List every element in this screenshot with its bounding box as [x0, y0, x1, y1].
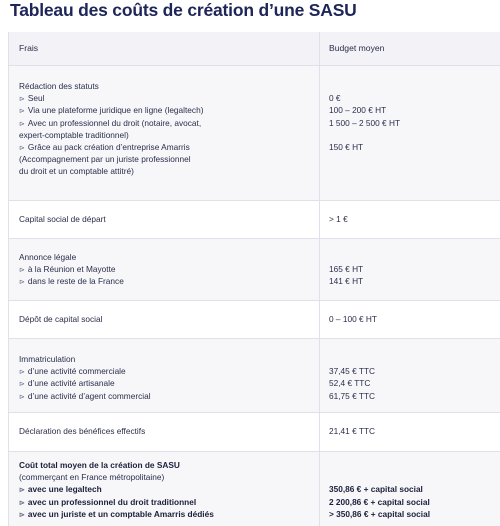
frais-line: (Accompagnement par un juriste professionnel: [19, 154, 191, 165]
budget-value: 100 – 200 € HT: [329, 105, 387, 116]
cell-frais: [19, 213, 309, 225]
budget-value: [329, 459, 499, 471]
budget-value: [329, 153, 499, 165]
cell-budget: [329, 353, 499, 402]
cell-frais: [19, 459, 309, 520]
bullet-arrow-icon: ⊳: [19, 120, 25, 128]
frais-line: ⊳ dans le reste de la France: [19, 276, 124, 287]
budget-value: [329, 251, 499, 263]
budget-value: 0 €: [329, 93, 341, 104]
table-row: [9, 452, 500, 526]
cell-budget: [329, 251, 499, 288]
frais-line: ⊳ avec un professionnel du droit traditionnel: [19, 496, 197, 507]
frais-line: Rédaction des statuts: [19, 81, 99, 91]
cell-frais: [19, 80, 309, 178]
frais-line: Annonce légale: [19, 252, 77, 262]
budget-value: 1 500 – 2 500 € HT: [329, 117, 401, 128]
budget-value: 2 200,86 € + capital social: [329, 496, 430, 507]
bullet-arrow-icon: ⊳: [19, 267, 25, 275]
table-row: [9, 239, 500, 301]
frais-line: ⊳ avec une legaltech: [19, 484, 102, 495]
frais-line: Immatriculation: [19, 354, 76, 364]
cell-frais: [19, 353, 309, 402]
budget-value: > 1 €: [329, 214, 348, 224]
frais-line: ⊳ Grâce au pack création d’entreprise Amarris: [19, 141, 190, 152]
table-row: [9, 301, 500, 339]
frais-line: du droit et un comptable attitré): [19, 166, 134, 177]
costs-table: [8, 32, 500, 526]
budget-value: [329, 165, 499, 177]
page-title: Tableau des coûts de création d’une SASU: [10, 0, 357, 20]
bullet-arrow-icon: ⊳: [19, 369, 25, 377]
budget-value: > 350,86 € + capital social: [329, 508, 431, 519]
frais-line: ⊳ d’une activité artisanale: [19, 378, 115, 389]
budget-value: 61,75 € TTC: [329, 390, 375, 401]
bullet-arrow-icon: ⊳: [19, 381, 25, 389]
table-body: [9, 66, 500, 526]
budget-value: [329, 353, 499, 365]
frais-line: ⊳ à la Réunion et Mayotte: [19, 264, 116, 275]
cell-budget: [329, 313, 499, 325]
frais-line: ⊳ Avec un professionnel du droit (notaire, avocat,: [19, 117, 202, 128]
budget-value: 350,86 € + capital social: [329, 484, 423, 495]
frais-line: Dépôt de capital social: [19, 314, 103, 324]
frais-line: (commerçant en France métropolitaine): [19, 472, 165, 483]
header-budget: Budget moyen: [329, 43, 385, 53]
frais-line: ⊳ d’une activité d’agent commercial: [19, 390, 151, 401]
header-frais: Frais: [19, 43, 39, 53]
bullet-arrow-icon: ⊳: [19, 511, 25, 519]
table-row: [9, 201, 500, 239]
cell-frais: [19, 313, 309, 325]
frais-line: Coût total moyen de la création de SASU: [19, 460, 180, 470]
bullet-arrow-icon: ⊳: [19, 487, 25, 495]
cell-budget: [329, 80, 499, 178]
budget-value: 150 € HT: [329, 141, 364, 152]
cell-budget: [329, 459, 499, 520]
frais-line: ⊳ Via une plateforme juridique en ligne (legaltech): [19, 105, 204, 116]
frais-line: Déclaration des bénéfices effectifs: [19, 426, 146, 436]
cell-budget: [329, 213, 499, 225]
frais-line: ⊳ Seul: [19, 93, 45, 104]
bullet-arrow-icon: ⊳: [19, 144, 25, 152]
frais-line: expert-comptable traditionnel): [19, 129, 129, 140]
bullet-arrow-icon: ⊳: [19, 279, 25, 287]
table-row: [9, 66, 500, 201]
bullet-arrow-icon: ⊳: [19, 393, 25, 401]
budget-value: 141 € HT: [329, 276, 364, 287]
table-header: [9, 32, 500, 66]
budget-value: 52,4 € TTC: [329, 378, 371, 389]
budget-value: 0 – 100 € HT: [329, 314, 377, 324]
budget-value: 165 € HT: [329, 264, 364, 275]
table-row: [9, 413, 500, 452]
frais-line: Capital social de départ: [19, 214, 106, 224]
budget-value: 21,41 € TTC: [329, 426, 375, 436]
bullet-arrow-icon: ⊳: [19, 108, 25, 116]
budget-value: 37,45 € TTC: [329, 366, 375, 377]
budget-value: [329, 80, 499, 92]
budget-value: [329, 129, 499, 141]
cell-frais: [19, 251, 309, 288]
bullet-arrow-icon: ⊳: [19, 96, 25, 104]
budget-value: [329, 471, 499, 483]
frais-line: ⊳ d’une activité commerciale: [19, 366, 126, 377]
cell-frais: [19, 425, 309, 437]
cell-budget: [329, 425, 499, 437]
frais-line: ⊳ avec un juriste et un comptable Amarris dédiés: [19, 508, 214, 519]
table-row: [9, 339, 500, 413]
bullet-arrow-icon: ⊳: [19, 499, 25, 507]
